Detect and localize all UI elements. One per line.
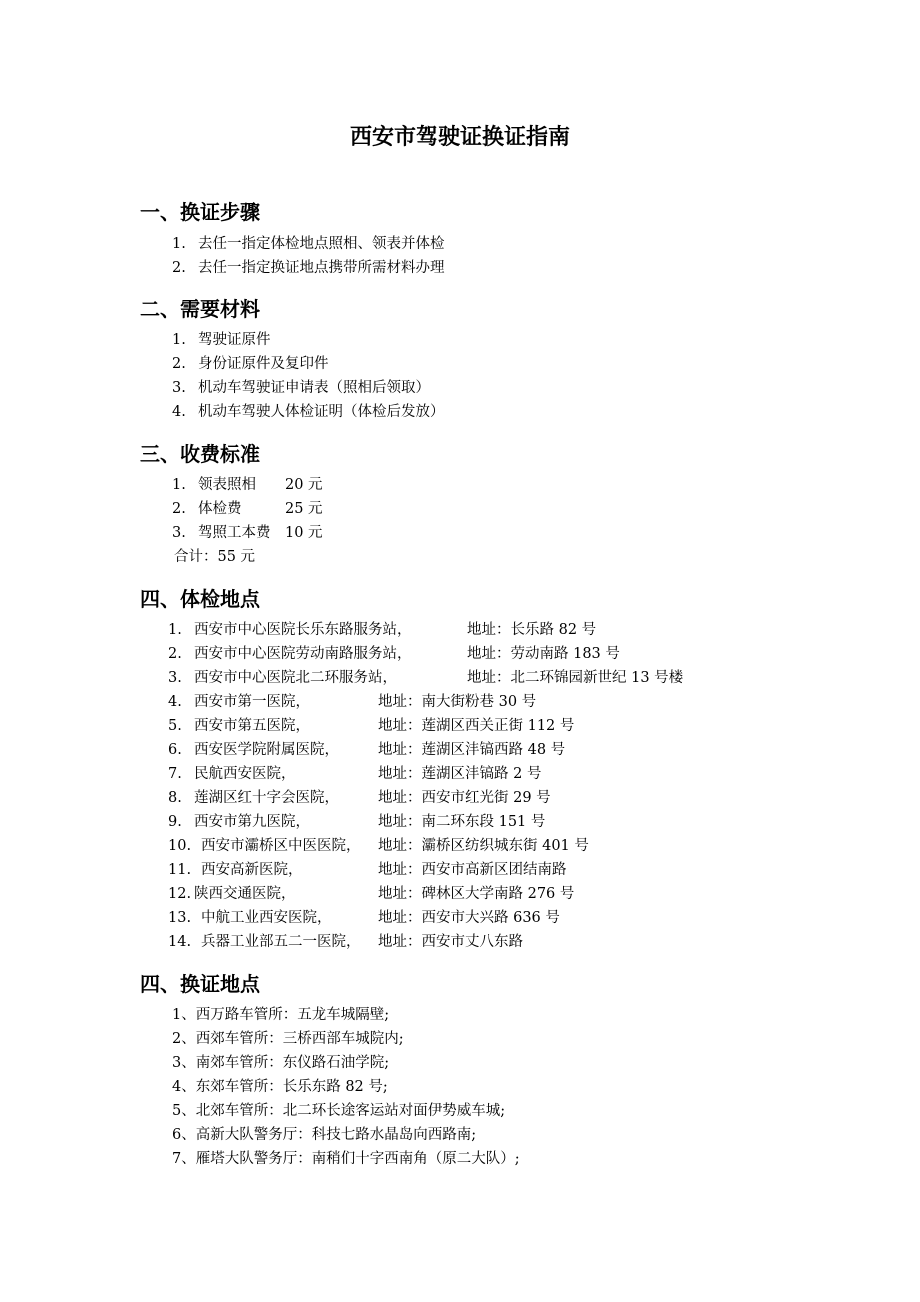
list-item: 4、东郊车管所：长乐东路 82 号; [172,1079,388,1095]
list-item: 7. 民航西安医院， 地址：莲湖区沣镐路 2 号 [168,766,542,782]
list-item: 7、雁塔大队警务厅：南稍们十字西南角（原二大队）; [172,1151,520,1167]
list-item: 3. 西安市中心医院北二环服务站， 地址：北二环锦园新世纪 13 号楼 [168,670,684,686]
section-heading-exam-locations: 四、体检地点 [140,587,260,611]
section-heading-materials: 二、需要材料 [140,297,260,321]
section-heading-fees: 三、收费标准 [140,442,260,466]
list-item: 2. 西安市中心医院劳动南路服务站， 地址：劳动南路 183 号 [168,646,620,662]
list-item: 12. 陕西交通医院， 地址：碑林区大学南路 276 号 [168,886,575,902]
document-title: 西安市驾驶证换证指南 [349,125,570,150]
list-item: 1. 去任一指定体检地点照相、领表并体检 [172,236,445,252]
list-item: 6、高新大队警务厅：科技七路水晶岛向西路南; [172,1127,477,1143]
list-item: 13. 中航工业西安医院， 地址：西安市大兴路 636 号 [168,910,560,926]
list-item: 4. 机动车驾驶人体检证明（体检后发放） [172,404,445,420]
list-item: 11. 西安高新医院， 地址：西安市高新区团结南路 [168,862,567,878]
list-item: 2. 去任一指定换证地点携带所需材料办理 [172,260,445,276]
fee-item: 1. 领表照相 20 元 [172,477,323,493]
fee-total: 合计：55 元 [174,549,256,565]
list-item: 9. 西安市第九医院， 地址：南二环东段 151 号 [168,814,546,830]
list-item: 3、南郊车管所：东仪路石油学院; [172,1055,390,1071]
section-heading-steps: 一、换证步骤 [140,200,260,224]
list-item: 5. 西安市第五医院， 地址：莲湖区西关正街 112 号 [168,718,575,734]
list-item: 10. 西安市灞桥区中医医院， 地址：灞桥区纺织城东街 401 号 [168,838,589,854]
fee-item: 2. 体检费 25 元 [172,501,323,517]
list-item: 3. 机动车驾驶证申请表（照相后领取） [172,380,430,396]
list-item: 4. 西安市第一医院， 地址：南大街粉巷 30 号 [168,694,537,710]
list-item: 5、北郊车管所：北二环长途客运站对面伊势威车城; [172,1103,506,1119]
section-heading-renewal-locations: 四、换证地点 [140,972,260,996]
list-item: 1、西万路车管所：五龙车城隔壁; [172,1007,390,1023]
list-item: 1. 驾驶证原件 [172,332,271,348]
list-item: 1. 西安市中心医院长乐东路服务站， 地址：长乐路 82 号 [168,622,597,638]
fee-item: 3. 驾照工本费 10 元 [172,525,323,541]
list-item: 2、西郊车管所：三桥西部车城院内; [172,1031,404,1047]
list-item: 8. 莲湖区红十字会医院， 地址：西安市红光街 29 号 [168,790,551,806]
list-item: 6. 西安医学院附属医院， 地址：莲湖区沣镐西路 48 号 [168,742,566,758]
list-item: 2. 身份证原件及复印件 [172,356,329,372]
list-item: 14. 兵器工业部五二一医院， 地址：西安市丈八东路 [168,934,523,950]
